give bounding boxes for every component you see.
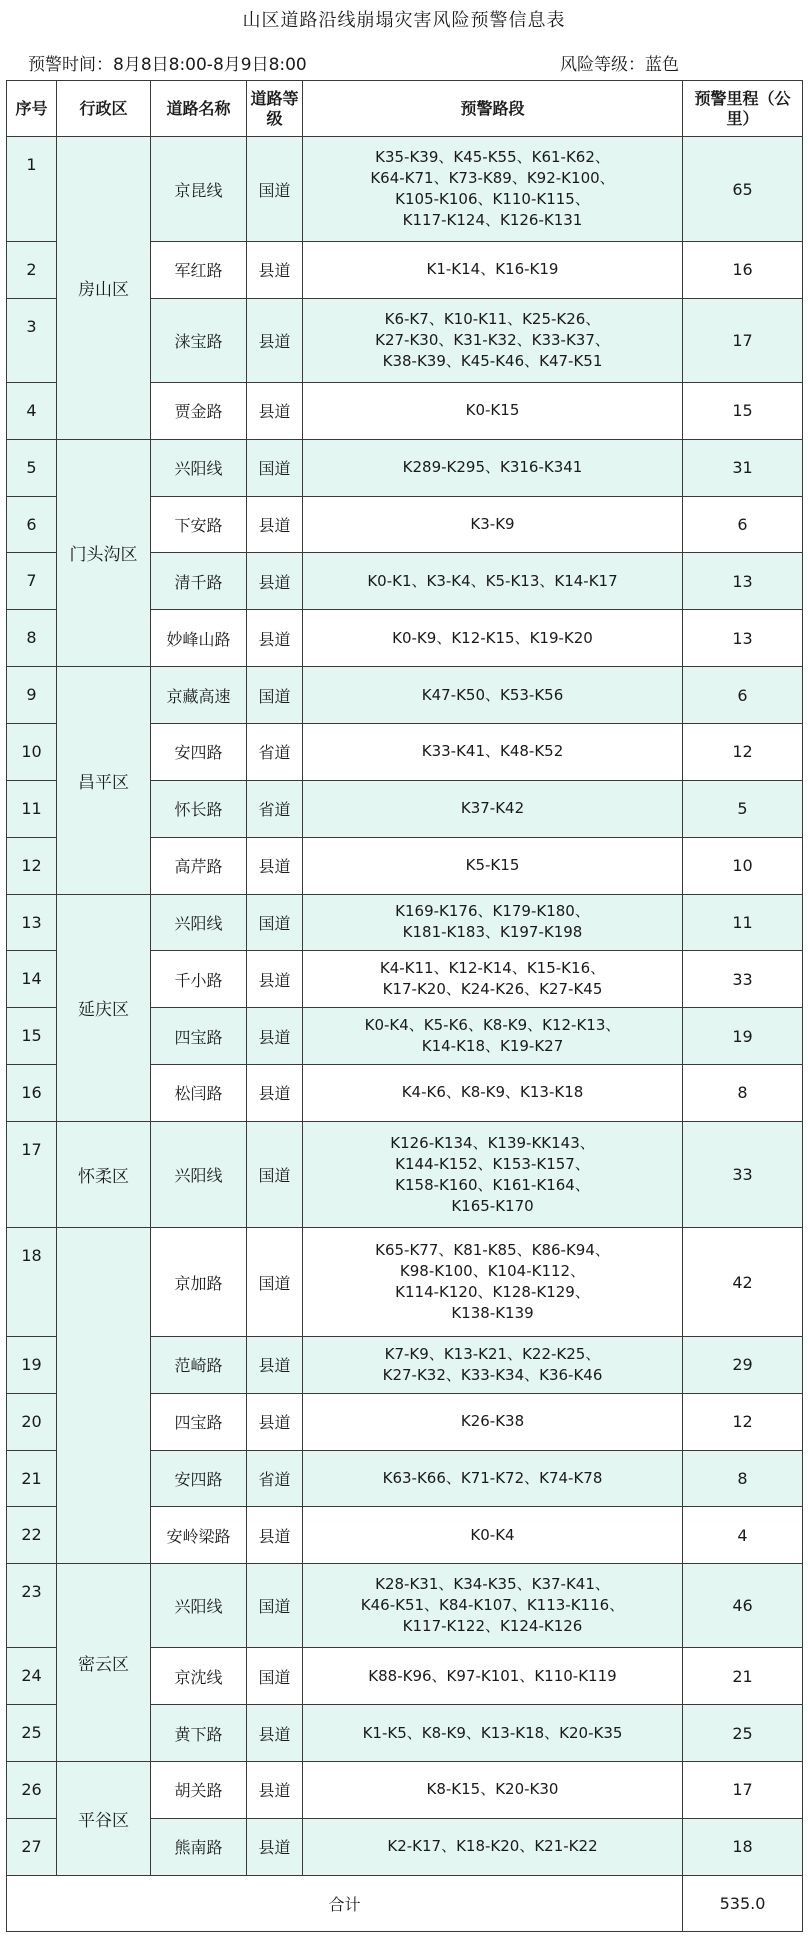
segment-line: K5-K15 <box>465 856 520 875</box>
row-seq: 19 <box>7 1336 57 1393</box>
row-road-name: 涞宝路 <box>151 298 247 382</box>
row-segment <box>303 1065 683 1122</box>
risk-level: 风险等级：蓝色 <box>560 55 679 75</box>
segment-line: K7-K9、K13-K21、K22-K25、 <box>384 1344 601 1363</box>
row-mileage: 10 <box>683 837 803 894</box>
segment-line: K4-K11、K12-K14、K15-K16、 <box>379 959 606 978</box>
table-row <box>7 1228 803 1337</box>
table-row <box>7 439 803 496</box>
row-segment <box>303 298 683 382</box>
row-segment <box>303 1705 683 1762</box>
row-seq: 13 <box>7 894 57 951</box>
segment-line: K0-K9、K12-K15、K19-K20 <box>392 628 593 647</box>
row-road-grade: 省道 <box>247 723 303 780</box>
row-segment <box>303 894 683 951</box>
row-mileage: 6 <box>683 496 803 553</box>
table-row <box>7 894 803 951</box>
row-segment <box>303 1336 683 1393</box>
row-segment <box>303 382 683 439</box>
header-segment: 预警路段 <box>303 81 683 137</box>
table-row <box>7 137 803 242</box>
row-road-grade: 县道 <box>247 496 303 553</box>
row-mileage: 12 <box>683 1393 803 1450</box>
row-road-grade: 县道 <box>247 553 303 610</box>
row-seq: 7 <box>7 553 57 610</box>
row-district: 昌平区 <box>57 667 151 894</box>
row-mileage: 46 <box>683 1564 803 1648</box>
row-road-grade: 县道 <box>247 1336 303 1393</box>
row-road-grade: 国道 <box>247 667 303 724</box>
row-segment <box>303 1450 683 1507</box>
row-seq: 25 <box>7 1705 57 1762</box>
row-road-name: 京加路 <box>151 1228 247 1337</box>
row-road-name: 安岭梁路 <box>151 1507 247 1564</box>
table-row <box>7 1762 803 1819</box>
row-road-grade: 县道 <box>247 951 303 1008</box>
row-seq: 26 <box>7 1762 57 1819</box>
row-seq: 16 <box>7 1065 57 1122</box>
row-segment <box>303 439 683 496</box>
row-segment <box>303 780 683 837</box>
row-road-grade: 县道 <box>247 382 303 439</box>
row-seq: 21 <box>7 1450 57 1507</box>
segment-line: K1-K5、K8-K9、K13-K18、K20-K35 <box>362 1723 623 1742</box>
segment-line: K2-K17、K18-K20、K21-K22 <box>387 1837 598 1856</box>
segment-line: K117-K122、K124-K126 <box>402 1617 583 1636</box>
row-seq: 18 <box>7 1228 57 1337</box>
segment-line: K144-K152、K153-K157、 <box>395 1154 590 1173</box>
header-seq: 序号 <box>7 81 57 137</box>
row-mileage: 15 <box>683 382 803 439</box>
segment-line: K114-K120、K128-K129、 <box>395 1283 590 1302</box>
segment-line: K38-K39、K45-K46、K47-K51 <box>382 351 603 370</box>
row-seq: 5 <box>7 439 57 496</box>
segment-line: K0-K1、K3-K4、K5-K13、K14-K17 <box>367 571 618 590</box>
row-road-grade: 县道 <box>247 1762 303 1819</box>
total-row <box>7 1876 803 1932</box>
row-road-grade: 国道 <box>247 439 303 496</box>
row-seq: 24 <box>7 1648 57 1705</box>
row-segment <box>303 1648 683 1705</box>
segment-line: K37-K42 <box>460 799 525 818</box>
total-label: 合计 <box>7 1876 683 1932</box>
segment-line: K63-K66、K71-K72、K74-K78 <box>382 1469 603 1488</box>
row-seq: 9 <box>7 667 57 724</box>
row-road-grade: 县道 <box>247 1818 303 1875</box>
table-row <box>7 1564 803 1648</box>
segment-line: K0-K4 <box>470 1525 515 1544</box>
row-mileage: 17 <box>683 298 803 382</box>
warning-time: 预警时间：8月8日8:00-8月9日8:00 <box>28 55 307 75</box>
row-road-grade: 县道 <box>247 298 303 382</box>
row-district <box>57 1228 151 1564</box>
row-road-name: 兴阳线 <box>151 894 247 951</box>
segment-line: K4-K6、K8-K9、K13-K18 <box>401 1083 584 1102</box>
row-mileage: 65 <box>683 137 803 242</box>
row-district: 延庆区 <box>57 894 151 1121</box>
row-segment <box>303 496 683 553</box>
row-road-name: 贾金路 <box>151 382 247 439</box>
row-road-grade: 省道 <box>247 1450 303 1507</box>
row-road-name: 四宝路 <box>151 1008 247 1065</box>
segment-line: K35-K39、K45-K55、K61-K62、 <box>375 148 610 167</box>
row-road-name: 兴阳线 <box>151 1121 247 1227</box>
row-seq: 12 <box>7 837 57 894</box>
segment-line: K181-K183、K197-K198 <box>402 923 583 942</box>
row-road-grade: 县道 <box>247 1393 303 1450</box>
row-road-name: 清千路 <box>151 553 247 610</box>
segment-line: K17-K20、K24-K26、K27-K45 <box>382 980 603 999</box>
segment-line: K26-K38 <box>460 1412 525 1431</box>
segment-line: K27-K32、K33-K34、K36-K46 <box>382 1365 603 1384</box>
segment-line: K117-K124、K126-K131 <box>402 211 583 230</box>
row-mileage: 21 <box>683 1648 803 1705</box>
segment-line: K27-K30、K31-K32、K33-K37、 <box>375 330 610 349</box>
row-mileage: 25 <box>683 1705 803 1762</box>
row-road-grade: 国道 <box>247 1228 303 1337</box>
row-road-grade: 县道 <box>247 837 303 894</box>
row-road-grade: 县道 <box>247 1008 303 1065</box>
table-body <box>7 137 803 1876</box>
row-district: 房山区 <box>57 137 151 440</box>
row-road-name: 京昆线 <box>151 137 247 242</box>
row-road-name: 松闫路 <box>151 1065 247 1122</box>
segment-line: K126-K134、K139-KK143、 <box>390 1133 595 1152</box>
segment-line: K28-K31、K34-K35、K37-K41、 <box>375 1575 610 1594</box>
table-row <box>7 1121 803 1227</box>
segment-line: K165-K170 <box>451 1196 534 1215</box>
row-road-name: 京藏高速 <box>151 667 247 724</box>
row-mileage: 18 <box>683 1818 803 1875</box>
row-road-name: 范崎路 <box>151 1336 247 1393</box>
row-road-grade: 县道 <box>247 242 303 299</box>
segment-line: K169-K176、K179-K180、 <box>395 902 590 921</box>
segment-line: K14-K18、K19-K27 <box>421 1037 564 1056</box>
segment-line: K138-K139 <box>451 1304 534 1323</box>
row-road-name: 妙峰山路 <box>151 610 247 667</box>
segment-line: K47-K50、K53-K56 <box>421 685 564 704</box>
row-mileage: 11 <box>683 894 803 951</box>
row-mileage: 33 <box>683 951 803 1008</box>
row-seq: 3 <box>7 298 57 382</box>
segment-line: K105-K106、K110-K115、 <box>395 190 590 209</box>
row-seq: 15 <box>7 1008 57 1065</box>
row-mileage: 16 <box>683 242 803 299</box>
row-segment <box>303 553 683 610</box>
segment-line: K0-K4、K5-K6、K8-K9、K12-K13、 <box>364 1016 621 1035</box>
row-road-grade: 国道 <box>247 894 303 951</box>
row-road-grade: 国道 <box>247 137 303 242</box>
row-mileage: 31 <box>683 439 803 496</box>
row-segment <box>303 667 683 724</box>
row-road-name: 兴阳线 <box>151 1564 247 1648</box>
row-road-grade: 国道 <box>247 1121 303 1227</box>
row-road-name: 胡关路 <box>151 1762 247 1819</box>
row-road-grade: 县道 <box>247 1507 303 1564</box>
row-segment <box>303 1228 683 1337</box>
row-road-name: 京沈线 <box>151 1648 247 1705</box>
row-road-name: 怀长路 <box>151 780 247 837</box>
row-mileage: 19 <box>683 1008 803 1065</box>
row-segment <box>303 1393 683 1450</box>
row-seq: 8 <box>7 610 57 667</box>
row-district: 密云区 <box>57 1564 151 1762</box>
row-road-name: 四宝路 <box>151 1393 247 1450</box>
total-value: 535.0 <box>683 1876 803 1932</box>
header-mileage: 预警里程（公里） <box>683 81 803 137</box>
row-segment <box>303 837 683 894</box>
segment-line: K6-K7、K10-K11、K25-K26、 <box>384 309 601 328</box>
row-seq: 11 <box>7 780 57 837</box>
row-road-grade: 国道 <box>247 1564 303 1648</box>
row-road-name: 下安路 <box>151 496 247 553</box>
row-segment <box>303 723 683 780</box>
row-road-name: 安四路 <box>151 723 247 780</box>
segment-line: K98-K100、K104-K112、 <box>399 1262 586 1281</box>
segment-line: K64-K71、K73-K89、K92-K100、 <box>370 169 615 188</box>
table-header-row <box>7 81 803 137</box>
segment-line: K65-K77、K81-K85、K86-K94、 <box>375 1241 610 1260</box>
row-mileage: 8 <box>683 1450 803 1507</box>
row-road-grade: 国道 <box>247 1648 303 1705</box>
row-mileage: 17 <box>683 1762 803 1819</box>
table-row <box>7 667 803 724</box>
row-road-name: 军红路 <box>151 242 247 299</box>
row-road-grade: 县道 <box>247 610 303 667</box>
row-seq: 10 <box>7 723 57 780</box>
warning-meta <box>0 44 808 78</box>
row-seq: 27 <box>7 1818 57 1875</box>
segment-line: K1-K14、K16-K19 <box>426 260 559 279</box>
row-road-grade: 县道 <box>247 1065 303 1122</box>
row-mileage: 33 <box>683 1121 803 1227</box>
segment-line: K0-K15 <box>465 401 520 420</box>
row-mileage: 29 <box>683 1336 803 1393</box>
row-segment <box>303 951 683 1008</box>
row-mileage: 6 <box>683 667 803 724</box>
row-mileage: 13 <box>683 553 803 610</box>
segment-line: K33-K41、K48-K52 <box>421 742 564 761</box>
row-road-name: 千小路 <box>151 951 247 1008</box>
row-district: 怀柔区 <box>57 1121 151 1227</box>
row-seq: 20 <box>7 1393 57 1450</box>
row-road-name: 黄下路 <box>151 1705 247 1762</box>
header-district: 行政区 <box>57 81 151 137</box>
segment-line: K88-K96、K97-K101、K110-K119 <box>368 1666 617 1685</box>
row-seq: 4 <box>7 382 57 439</box>
row-mileage: 42 <box>683 1228 803 1337</box>
row-seq: 17 <box>7 1121 57 1227</box>
row-district: 门头沟区 <box>57 439 151 666</box>
row-segment <box>303 242 683 299</box>
row-road-name: 熊南路 <box>151 1818 247 1875</box>
row-segment <box>303 610 683 667</box>
row-segment <box>303 137 683 242</box>
row-seq: 22 <box>7 1507 57 1564</box>
row-road-name: 高芹路 <box>151 837 247 894</box>
segment-line: K46-K51、K84-K107、K113-K116、 <box>360 1596 625 1615</box>
row-seq: 14 <box>7 951 57 1008</box>
row-seq: 23 <box>7 1564 57 1648</box>
row-segment <box>303 1507 683 1564</box>
row-seq: 1 <box>7 137 57 242</box>
segment-line: K158-K160、K161-K164、 <box>395 1175 590 1194</box>
warning-table <box>6 80 803 1932</box>
header-road: 道路名称 <box>151 81 247 137</box>
row-mileage: 12 <box>683 723 803 780</box>
row-road-name: 兴阳线 <box>151 439 247 496</box>
page-title: 山区道路沿线崩塌灾害风险预警信息表 <box>242 10 566 31</box>
row-segment <box>303 1818 683 1875</box>
row-segment <box>303 1564 683 1648</box>
row-seq: 2 <box>7 242 57 299</box>
row-segment <box>303 1121 683 1227</box>
segment-line: K8-K15、K20-K30 <box>426 1780 559 1799</box>
segment-line: K3-K9 <box>470 515 515 534</box>
row-road-name: 安四路 <box>151 1450 247 1507</box>
header-grade: 道路等级 <box>247 81 303 137</box>
row-mileage: 13 <box>683 610 803 667</box>
row-mileage: 8 <box>683 1065 803 1122</box>
row-mileage: 5 <box>683 780 803 837</box>
row-road-grade: 县道 <box>247 1705 303 1762</box>
row-segment <box>303 1008 683 1065</box>
row-seq: 6 <box>7 496 57 553</box>
segment-line: K289-K295、K316-K341 <box>402 458 583 477</box>
row-segment <box>303 1762 683 1819</box>
row-road-grade: 省道 <box>247 780 303 837</box>
row-mileage: 4 <box>683 1507 803 1564</box>
row-district: 平谷区 <box>57 1762 151 1876</box>
